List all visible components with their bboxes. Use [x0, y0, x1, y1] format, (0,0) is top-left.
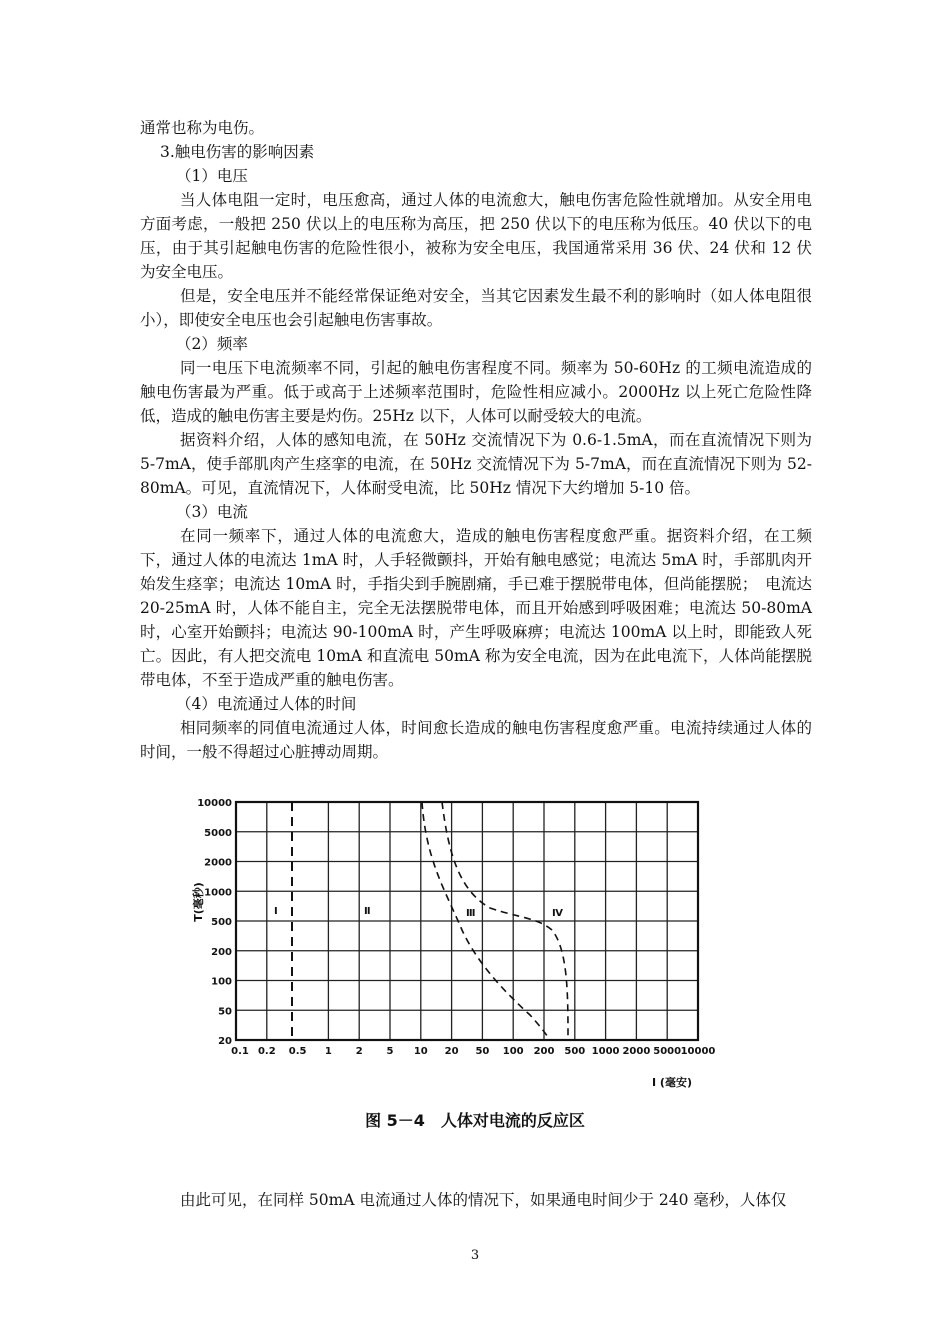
- x-tick-label: 20: [444, 1046, 459, 1057]
- page-number: 3: [470, 1248, 480, 1263]
- subheading-time: （4）电流通过人体的时间: [176, 695, 357, 713]
- section-heading: 3.触电伤害的影响因素: [160, 143, 315, 161]
- y-tick-label: 50: [218, 1006, 232, 1018]
- x-tick-label: 200: [533, 1046, 555, 1057]
- y-axis-label: T(毫秒): [192, 882, 205, 922]
- subheading-frequency: （2）频率: [176, 335, 248, 353]
- x-tick-label: 0.1: [231, 1046, 249, 1057]
- x-tick-label: 5: [386, 1046, 394, 1057]
- paragraph-time: 相同频率的同值电流通过人体，时间愈长造成的触电伤害程度愈严重。电流持续通过人体的时间，一般不得超过心脏搏动周期。: [140, 719, 812, 761]
- x-tick-label: 50: [475, 1046, 490, 1057]
- x-tick-label: 0.2: [257, 1046, 276, 1057]
- x-tick-label: 1: [324, 1046, 332, 1057]
- x-tick-label: 1000: [591, 1046, 620, 1057]
- y-tick-label: 10000: [197, 798, 232, 809]
- paragraph-frequency: 同一电压下电流频率不同，引起的触电伤害程度不同。频率为 50-60Hz 的工频电流造成的触电伤害最为严重。低于或高于上述频率范围时，危险性相应减小。2000Hz 以上死亡危险性降低，造成的触电伤害主要是灼伤。25Hz 以下，人体可以耐受较大的电流。: [140, 359, 812, 425]
- body-text: [140, 116, 812, 764]
- current-reaction-zone-figure: [190, 790, 720, 1100]
- x-tick-label: 100: [502, 1046, 524, 1057]
- paragraph-safe-voltage: 但是，安全电压并不能经常保证绝对安全，当其它因素发生最不利的影响时（如人体电阻很小），即使安全电压也会引起触电伤害事故。: [140, 287, 812, 329]
- zone-label-3: Ⅲ: [466, 908, 476, 919]
- zone-label-4: Ⅳ: [552, 908, 563, 919]
- x-tick-label: 500: [564, 1046, 586, 1057]
- x-tick-labels: [231, 1046, 715, 1057]
- subheading-voltage: （1）电压: [176, 167, 248, 185]
- y-tick-label: 1000: [204, 887, 232, 899]
- zone-label-2: Ⅱ: [364, 906, 371, 917]
- figure-grid: [236, 802, 698, 1040]
- x-tick-label: 10: [413, 1046, 428, 1057]
- x-tick-label: 0.5: [288, 1046, 307, 1057]
- y-tick-label: 200: [211, 946, 232, 958]
- y-tick-label: 2000: [204, 857, 232, 869]
- paragraph-current: 在同一频率下，通过人体的电流愈大，造成的触电伤害程度愈严重。据资料介绍，在工频下，通过人体的电流达 1mA 时，人手轻微颤抖，开始有触电感觉；电流达 5mA 时，手部肌肉开始发生痉挛；电流达 10mA 时，手指尖到手腕剧痛，手已难于摆脱带电体，但尚能摆脱； 电流达 20-25mA 时，人体不能自主，完全无法摆脱带电体，而且开始感到呼吸困难；电流达 50-80mA 时，心室开始颤抖；电流达 90-100mA 时，产生呼吸麻痹；电流达 100mA 以上时，即能致人死亡。因此，有人把交流电 10mA 和直流电 50mA 称为安全电流，因为在此电流下，人体尚能摆脱带电体，不至于造成严重的触电伤害。: [140, 527, 812, 689]
- paragraph-continuation: 通常也称为电伤。: [140, 119, 265, 137]
- x-axis-label: I (毫安): [652, 1076, 692, 1089]
- x-tick-label: 2: [355, 1046, 363, 1057]
- zone-label-1: Ⅰ: [274, 906, 278, 917]
- y-tick-label: 20: [218, 1036, 232, 1047]
- paragraph-voltage: 当人体电阻一定时，电压愈高，通过人体的电流愈大，触电伤害危险性就增加。从安全用电方面考虑，一般把 250 伏以上的电压称为高压，把 250 伏以下的电压称为低压。40 伏以下的电压，由于其引起触电伤害的危险性很小，被称为安全电压，我国通常采用 36 伏、24 伏和 12 伏为安全电压。: [140, 191, 812, 281]
- x-tick-label: 2000: [622, 1046, 651, 1057]
- figure-caption: 图 5－4 人体对电流的反应区: [365, 1111, 585, 1130]
- x-tick-label: 5000: [653, 1046, 682, 1057]
- paragraph-conclusion: 由此可见，在同样 50mA 电流通过人体的情况下，如果通电时间少于 240 毫秒，人体仅: [180, 1191, 787, 1209]
- y-tick-label: 500: [211, 917, 232, 928]
- x-tick-label: 10000: [680, 1046, 716, 1057]
- y-tick-label: 100: [211, 976, 232, 988]
- subheading-current: （3）电流: [176, 503, 248, 521]
- paragraph-perception-current: 据资料介绍，人体的感知电流，在 50Hz 交流情况下为 0.6-1.5mA，而在直流情况下则为 5-7mA，使手部肌肉产生痉挛的电流，在 50Hz 交流情况下为 5-7mA，而在直流情况下则为 52-80mA。可见，直流情况下，人体耐受电流，比 50Hz 情况下大约增加 5-10 倍。: [140, 431, 812, 497]
- y-tick-label: 5000: [204, 827, 232, 839]
